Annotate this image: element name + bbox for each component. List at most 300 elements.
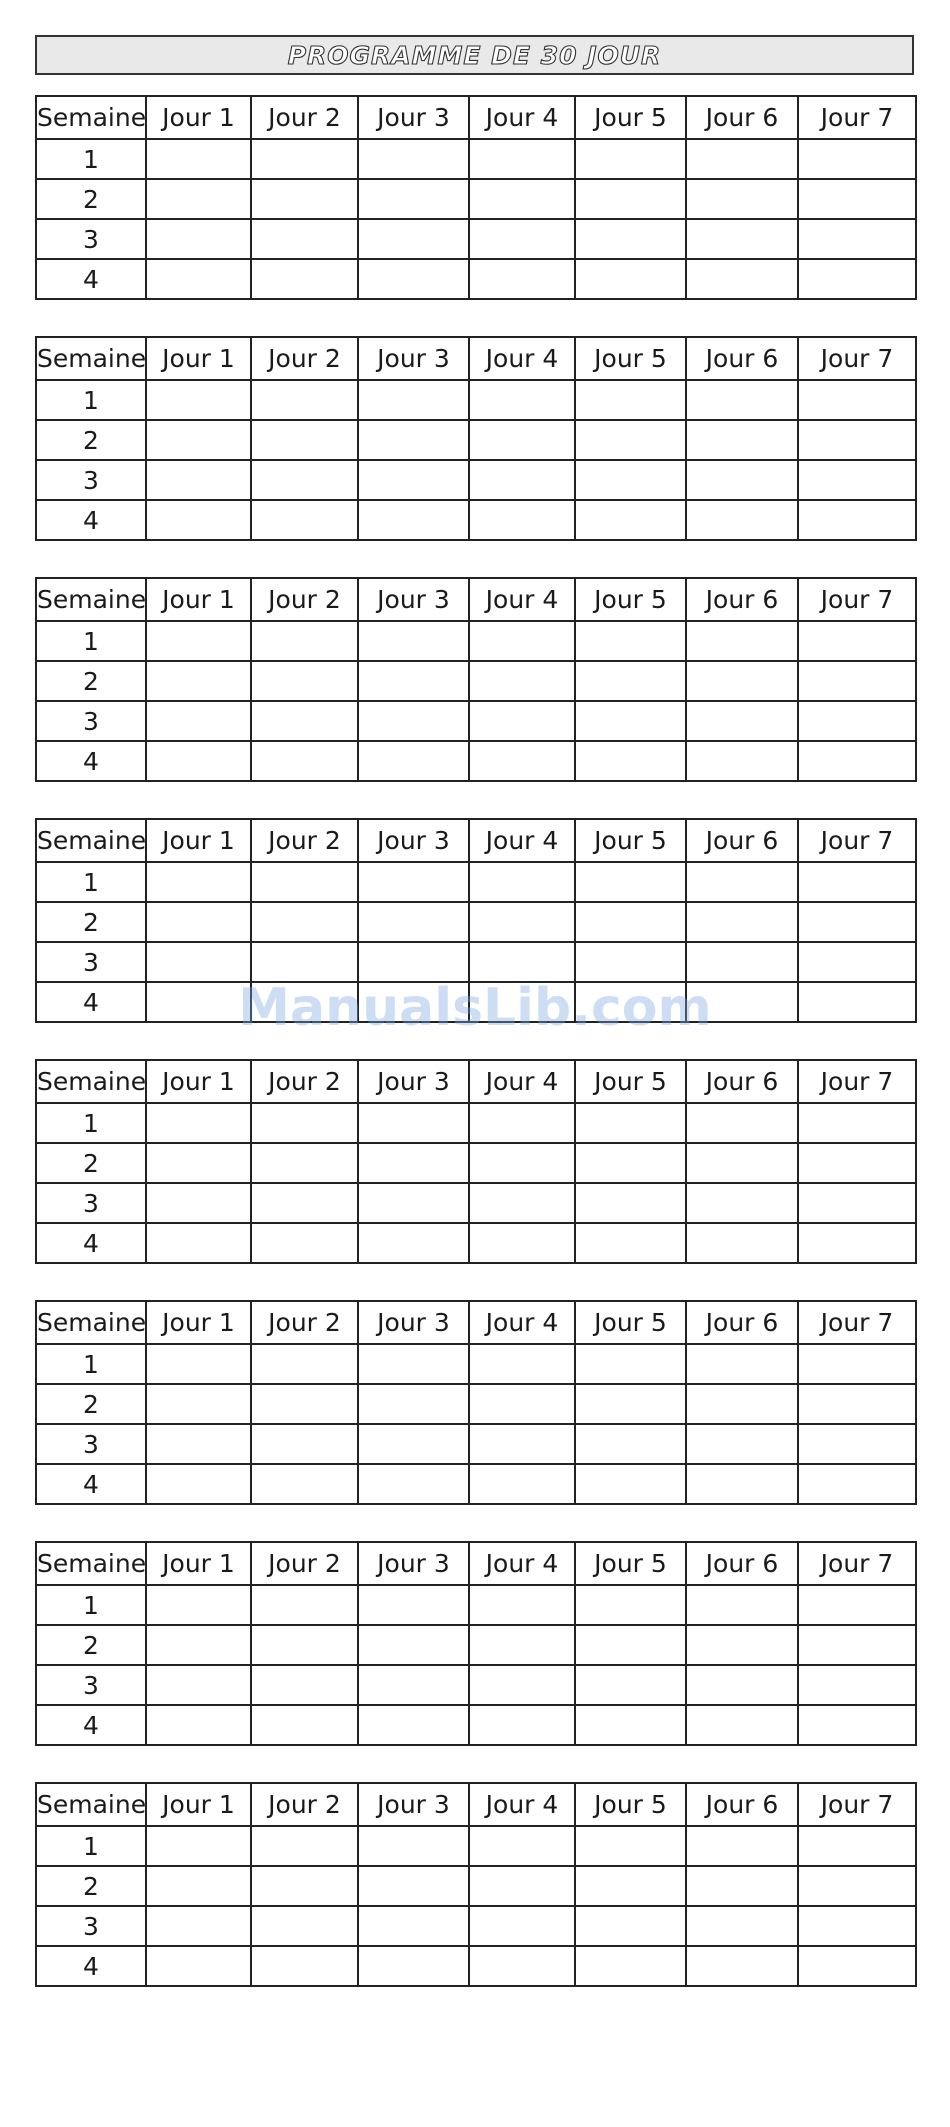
entry-cell bbox=[575, 139, 686, 179]
entry-cell bbox=[686, 179, 798, 219]
week-number: 4 bbox=[36, 1464, 146, 1504]
entry-cell bbox=[358, 1946, 469, 1986]
entry-cell bbox=[575, 982, 686, 1022]
column-header-jour-4: Jour 4 bbox=[469, 1542, 575, 1585]
entry-cell bbox=[686, 701, 798, 741]
entry-cell bbox=[469, 1344, 575, 1384]
table-header-row bbox=[36, 1301, 916, 1344]
entry-cell bbox=[146, 862, 251, 902]
week-number: 3 bbox=[36, 701, 146, 741]
column-header-semaine: Semaine bbox=[36, 819, 146, 862]
entry-cell bbox=[575, 1344, 686, 1384]
entry-cell bbox=[251, 1826, 358, 1866]
entry-cell bbox=[798, 902, 916, 942]
entry-cell bbox=[575, 741, 686, 781]
week-number: 1 bbox=[36, 621, 146, 661]
entry-cell bbox=[469, 420, 575, 460]
entry-cell bbox=[251, 942, 358, 982]
entry-cell bbox=[146, 701, 251, 741]
entry-cell bbox=[469, 902, 575, 942]
entry-cell bbox=[358, 1705, 469, 1745]
table-header-row bbox=[36, 578, 916, 621]
column-header-semaine: Semaine bbox=[36, 1060, 146, 1103]
entry-cell bbox=[358, 1183, 469, 1223]
entry-cell bbox=[469, 1866, 575, 1906]
entry-cell bbox=[686, 942, 798, 982]
entry-cell bbox=[358, 902, 469, 942]
table-row bbox=[36, 621, 916, 661]
table-row bbox=[36, 1665, 916, 1705]
entry-cell bbox=[469, 139, 575, 179]
column-header-jour-5: Jour 5 bbox=[575, 1542, 686, 1585]
entry-cell bbox=[686, 661, 798, 701]
entry-cell bbox=[798, 1705, 916, 1745]
entry-cell bbox=[798, 500, 916, 540]
entry-cell bbox=[469, 259, 575, 299]
entry-cell bbox=[358, 1866, 469, 1906]
entry-cell bbox=[798, 1384, 916, 1424]
entry-cell bbox=[798, 982, 916, 1022]
entry-cell bbox=[575, 500, 686, 540]
entry-cell bbox=[358, 1103, 469, 1143]
entry-cell bbox=[146, 380, 251, 420]
entry-cell bbox=[686, 1665, 798, 1705]
entry-cell bbox=[686, 621, 798, 661]
column-header-jour-6: Jour 6 bbox=[686, 578, 798, 621]
entry-cell bbox=[575, 1384, 686, 1424]
table-row bbox=[36, 1866, 916, 1906]
entry-cell bbox=[798, 219, 916, 259]
entry-cell bbox=[798, 1665, 916, 1705]
entry-cell bbox=[469, 1143, 575, 1183]
week-number: 1 bbox=[36, 380, 146, 420]
week-number: 3 bbox=[36, 219, 146, 259]
entry-cell bbox=[251, 420, 358, 460]
entry-cell bbox=[146, 259, 251, 299]
column-header-jour-1: Jour 1 bbox=[146, 1301, 251, 1344]
entry-cell bbox=[146, 460, 251, 500]
entry-cell bbox=[358, 1223, 469, 1263]
entry-cell bbox=[575, 1585, 686, 1625]
column-header-jour-6: Jour 6 bbox=[686, 1783, 798, 1826]
entry-cell bbox=[686, 1585, 798, 1625]
table-header-row bbox=[36, 337, 916, 380]
table-row bbox=[36, 1103, 916, 1143]
entry-cell bbox=[575, 1223, 686, 1263]
entry-cell bbox=[798, 1344, 916, 1384]
column-header-jour-3: Jour 3 bbox=[358, 1060, 469, 1103]
entry-cell bbox=[469, 741, 575, 781]
entry-cell bbox=[146, 1585, 251, 1625]
column-header-jour-5: Jour 5 bbox=[575, 1783, 686, 1826]
week-number: 3 bbox=[36, 460, 146, 500]
entry-cell bbox=[358, 1585, 469, 1625]
entry-cell bbox=[146, 661, 251, 701]
column-header-jour-2: Jour 2 bbox=[251, 819, 358, 862]
table-row bbox=[36, 380, 916, 420]
entry-cell bbox=[146, 1183, 251, 1223]
column-header-jour-4: Jour 4 bbox=[469, 1783, 575, 1826]
entry-cell bbox=[251, 1665, 358, 1705]
entry-cell bbox=[686, 1143, 798, 1183]
column-header-jour-2: Jour 2 bbox=[251, 578, 358, 621]
table-row bbox=[36, 460, 916, 500]
entry-cell bbox=[686, 1625, 798, 1665]
entry-cell bbox=[251, 1424, 358, 1464]
entry-cell bbox=[251, 1946, 358, 1986]
week-number: 4 bbox=[36, 1705, 146, 1745]
column-header-jour-1: Jour 1 bbox=[146, 337, 251, 380]
entry-cell bbox=[251, 500, 358, 540]
entry-cell bbox=[358, 380, 469, 420]
column-header-jour-7: Jour 7 bbox=[798, 1301, 916, 1344]
entry-cell bbox=[469, 1464, 575, 1504]
entry-cell bbox=[469, 862, 575, 902]
column-header-jour-6: Jour 6 bbox=[686, 1542, 798, 1585]
schedule-table bbox=[35, 1782, 917, 1987]
entry-cell bbox=[251, 1705, 358, 1745]
entry-cell bbox=[251, 1223, 358, 1263]
entry-cell bbox=[469, 1665, 575, 1705]
column-header-jour-7: Jour 7 bbox=[798, 819, 916, 862]
entry-cell bbox=[798, 862, 916, 902]
entry-cell bbox=[686, 500, 798, 540]
column-header-semaine: Semaine bbox=[36, 1301, 146, 1344]
table-row bbox=[36, 701, 916, 741]
column-header-semaine: Semaine bbox=[36, 96, 146, 139]
week-number: 1 bbox=[36, 1103, 146, 1143]
entry-cell bbox=[358, 701, 469, 741]
entry-cell bbox=[798, 259, 916, 299]
entry-cell bbox=[686, 1424, 798, 1464]
entry-cell bbox=[358, 862, 469, 902]
entry-cell bbox=[251, 902, 358, 942]
entry-cell bbox=[146, 219, 251, 259]
entry-cell bbox=[358, 1826, 469, 1866]
entry-cell bbox=[469, 661, 575, 701]
entry-cell bbox=[575, 621, 686, 661]
entry-cell bbox=[686, 1384, 798, 1424]
table-row bbox=[36, 982, 916, 1022]
entry-cell bbox=[575, 701, 686, 741]
column-header-jour-4: Jour 4 bbox=[469, 819, 575, 862]
entry-cell bbox=[798, 1103, 916, 1143]
entry-cell bbox=[358, 179, 469, 219]
entry-cell bbox=[146, 500, 251, 540]
entry-cell bbox=[146, 1665, 251, 1705]
entry-cell bbox=[469, 1705, 575, 1745]
column-header-jour-3: Jour 3 bbox=[358, 819, 469, 862]
week-number: 2 bbox=[36, 1625, 146, 1665]
column-header-jour-2: Jour 2 bbox=[251, 1060, 358, 1103]
entry-cell bbox=[469, 500, 575, 540]
entry-cell bbox=[146, 1625, 251, 1665]
column-header-jour-5: Jour 5 bbox=[575, 1060, 686, 1103]
column-header-semaine: Semaine bbox=[36, 1542, 146, 1585]
schedule-table bbox=[35, 1541, 917, 1746]
entry-cell bbox=[358, 1464, 469, 1504]
entry-cell bbox=[575, 661, 686, 701]
entry-cell bbox=[575, 1866, 686, 1906]
table-row bbox=[36, 139, 916, 179]
entry-cell bbox=[798, 1866, 916, 1906]
entry-cell bbox=[251, 1464, 358, 1504]
entry-cell bbox=[469, 942, 575, 982]
column-header-jour-3: Jour 3 bbox=[358, 1783, 469, 1826]
entry-cell bbox=[469, 1183, 575, 1223]
entry-cell bbox=[251, 1103, 358, 1143]
column-header-jour-1: Jour 1 bbox=[146, 96, 251, 139]
table-row bbox=[36, 259, 916, 299]
entry-cell bbox=[798, 1946, 916, 1986]
week-number: 3 bbox=[36, 942, 146, 982]
entry-cell bbox=[146, 982, 251, 1022]
entry-cell bbox=[251, 1344, 358, 1384]
column-header-semaine: Semaine bbox=[36, 1783, 146, 1826]
entry-cell bbox=[686, 862, 798, 902]
entry-cell bbox=[686, 1344, 798, 1384]
week-number: 4 bbox=[36, 500, 146, 540]
entry-cell bbox=[469, 1223, 575, 1263]
entry-cell bbox=[358, 259, 469, 299]
entry-cell bbox=[358, 139, 469, 179]
entry-cell bbox=[798, 460, 916, 500]
entry-cell bbox=[146, 1906, 251, 1946]
page-title: PROGRAMME DE 30 JOUR bbox=[287, 40, 662, 70]
table-row bbox=[36, 1183, 916, 1223]
week-number: 3 bbox=[36, 1665, 146, 1705]
table-row bbox=[36, 1384, 916, 1424]
entry-cell bbox=[798, 139, 916, 179]
entry-cell bbox=[686, 1103, 798, 1143]
table-row bbox=[36, 420, 916, 460]
entry-cell bbox=[686, 741, 798, 781]
entry-cell bbox=[575, 862, 686, 902]
column-header-jour-4: Jour 4 bbox=[469, 1060, 575, 1103]
entry-cell bbox=[251, 380, 358, 420]
week-number: 1 bbox=[36, 1826, 146, 1866]
schedule-table bbox=[35, 818, 917, 1023]
entry-cell bbox=[798, 380, 916, 420]
table-row bbox=[36, 1585, 916, 1625]
column-header-jour-5: Jour 5 bbox=[575, 819, 686, 862]
entry-cell bbox=[686, 1223, 798, 1263]
entry-cell bbox=[358, 1665, 469, 1705]
column-header-jour-4: Jour 4 bbox=[469, 96, 575, 139]
entry-cell bbox=[469, 621, 575, 661]
column-header-jour-1: Jour 1 bbox=[146, 578, 251, 621]
week-number: 4 bbox=[36, 741, 146, 781]
week-number: 2 bbox=[36, 902, 146, 942]
week-number: 2 bbox=[36, 179, 146, 219]
week-number: 2 bbox=[36, 1143, 146, 1183]
entry-cell bbox=[469, 982, 575, 1022]
entry-cell bbox=[146, 1143, 251, 1183]
entry-cell bbox=[575, 1424, 686, 1464]
entry-cell bbox=[798, 1143, 916, 1183]
column-header-jour-7: Jour 7 bbox=[798, 337, 916, 380]
entry-cell bbox=[251, 741, 358, 781]
entry-cell bbox=[358, 1143, 469, 1183]
entry-cell bbox=[686, 1705, 798, 1745]
table-row bbox=[36, 179, 916, 219]
column-header-jour-6: Jour 6 bbox=[686, 96, 798, 139]
entry-cell bbox=[686, 1183, 798, 1223]
entry-cell bbox=[358, 621, 469, 661]
column-header-jour-6: Jour 6 bbox=[686, 1301, 798, 1344]
entry-cell bbox=[798, 179, 916, 219]
entry-cell bbox=[798, 701, 916, 741]
entry-cell bbox=[575, 1826, 686, 1866]
column-header-jour-2: Jour 2 bbox=[251, 96, 358, 139]
table-row bbox=[36, 1946, 916, 1986]
column-header-jour-5: Jour 5 bbox=[575, 1301, 686, 1344]
entry-cell bbox=[146, 902, 251, 942]
table-row bbox=[36, 1424, 916, 1464]
schedule-table bbox=[35, 577, 917, 782]
entry-cell bbox=[146, 179, 251, 219]
table-row bbox=[36, 219, 916, 259]
week-number: 1 bbox=[36, 862, 146, 902]
table-row bbox=[36, 942, 916, 982]
entry-cell bbox=[146, 1223, 251, 1263]
entry-cell bbox=[798, 1906, 916, 1946]
entry-cell bbox=[251, 460, 358, 500]
entry-cell bbox=[146, 942, 251, 982]
table-header-row bbox=[36, 819, 916, 862]
entry-cell bbox=[575, 1183, 686, 1223]
table-row bbox=[36, 1625, 916, 1665]
entry-cell bbox=[469, 1906, 575, 1946]
week-number: 3 bbox=[36, 1424, 146, 1464]
entry-cell bbox=[686, 259, 798, 299]
entry-cell bbox=[146, 1826, 251, 1866]
column-header-semaine: Semaine bbox=[36, 337, 146, 380]
entry-cell bbox=[798, 741, 916, 781]
entry-cell bbox=[358, 1424, 469, 1464]
column-header-jour-6: Jour 6 bbox=[686, 337, 798, 380]
entry-cell bbox=[575, 420, 686, 460]
column-header-jour-3: Jour 3 bbox=[358, 578, 469, 621]
column-header-jour-2: Jour 2 bbox=[251, 1301, 358, 1344]
week-number: 3 bbox=[36, 1906, 146, 1946]
entry-cell bbox=[358, 1625, 469, 1665]
entry-cell bbox=[251, 1384, 358, 1424]
entry-cell bbox=[575, 1665, 686, 1705]
column-header-jour-1: Jour 1 bbox=[146, 819, 251, 862]
entry-cell bbox=[358, 460, 469, 500]
column-header-jour-6: Jour 6 bbox=[686, 819, 798, 862]
entry-cell bbox=[358, 661, 469, 701]
entry-cell bbox=[358, 942, 469, 982]
watermark: ManualsLib.com bbox=[238, 978, 712, 1038]
entry-cell bbox=[251, 982, 358, 1022]
entry-cell bbox=[686, 1946, 798, 1986]
entry-cell bbox=[251, 1585, 358, 1625]
entry-cell bbox=[358, 420, 469, 460]
entry-cell bbox=[251, 1143, 358, 1183]
entry-cell bbox=[251, 1625, 358, 1665]
entry-cell bbox=[575, 1464, 686, 1504]
entry-cell bbox=[146, 1103, 251, 1143]
entry-cell bbox=[146, 1424, 251, 1464]
entry-cell bbox=[469, 1103, 575, 1143]
column-header-jour-4: Jour 4 bbox=[469, 578, 575, 621]
entry-cell bbox=[798, 1826, 916, 1866]
column-header-jour-4: Jour 4 bbox=[469, 337, 575, 380]
entry-cell bbox=[146, 1344, 251, 1384]
entry-cell bbox=[358, 741, 469, 781]
entry-cell bbox=[146, 741, 251, 781]
week-number: 4 bbox=[36, 982, 146, 1022]
entry-cell bbox=[358, 1344, 469, 1384]
entry-cell bbox=[358, 219, 469, 259]
week-number: 1 bbox=[36, 1344, 146, 1384]
entry-cell bbox=[469, 1946, 575, 1986]
column-header-jour-1: Jour 1 bbox=[146, 1783, 251, 1826]
table-header-row bbox=[36, 1783, 916, 1826]
entry-cell bbox=[686, 139, 798, 179]
entry-cell bbox=[575, 259, 686, 299]
entry-cell bbox=[686, 902, 798, 942]
entry-cell bbox=[251, 621, 358, 661]
entry-cell bbox=[686, 1866, 798, 1906]
column-header-jour-4: Jour 4 bbox=[469, 1301, 575, 1344]
table-row bbox=[36, 862, 916, 902]
column-header-jour-5: Jour 5 bbox=[575, 337, 686, 380]
column-header-jour-7: Jour 7 bbox=[798, 1060, 916, 1103]
entry-cell bbox=[575, 1906, 686, 1946]
entry-cell bbox=[469, 1826, 575, 1866]
entry-cell bbox=[575, 1946, 686, 1986]
table-header-row bbox=[36, 1060, 916, 1103]
entry-cell bbox=[575, 942, 686, 982]
entry-cell bbox=[251, 139, 358, 179]
entry-cell bbox=[469, 1424, 575, 1464]
column-header-jour-2: Jour 2 bbox=[251, 337, 358, 380]
entry-cell bbox=[798, 1625, 916, 1665]
entry-cell bbox=[146, 1866, 251, 1906]
entry-cell bbox=[251, 1906, 358, 1946]
table-row bbox=[36, 1464, 916, 1504]
entry-cell bbox=[146, 1464, 251, 1504]
entry-cell bbox=[469, 380, 575, 420]
entry-cell bbox=[798, 942, 916, 982]
week-number: 2 bbox=[36, 1384, 146, 1424]
entry-cell bbox=[469, 701, 575, 741]
week-number: 4 bbox=[36, 1946, 146, 1986]
entry-cell bbox=[798, 1464, 916, 1504]
week-number: 1 bbox=[36, 139, 146, 179]
table-row bbox=[36, 1826, 916, 1866]
entry-cell bbox=[575, 902, 686, 942]
entry-cell bbox=[146, 139, 251, 179]
entry-cell bbox=[686, 982, 798, 1022]
entry-cell bbox=[686, 1464, 798, 1504]
column-header-jour-1: Jour 1 bbox=[146, 1060, 251, 1103]
column-header-jour-1: Jour 1 bbox=[146, 1542, 251, 1585]
table-row bbox=[36, 1906, 916, 1946]
entry-cell bbox=[146, 1384, 251, 1424]
week-number: 4 bbox=[36, 1223, 146, 1263]
entry-cell bbox=[251, 661, 358, 701]
column-header-jour-6: Jour 6 bbox=[686, 1060, 798, 1103]
entry-cell bbox=[358, 1906, 469, 1946]
column-header-jour-7: Jour 7 bbox=[798, 1783, 916, 1826]
entry-cell bbox=[575, 1103, 686, 1143]
entry-cell bbox=[798, 420, 916, 460]
entry-cell bbox=[575, 380, 686, 420]
